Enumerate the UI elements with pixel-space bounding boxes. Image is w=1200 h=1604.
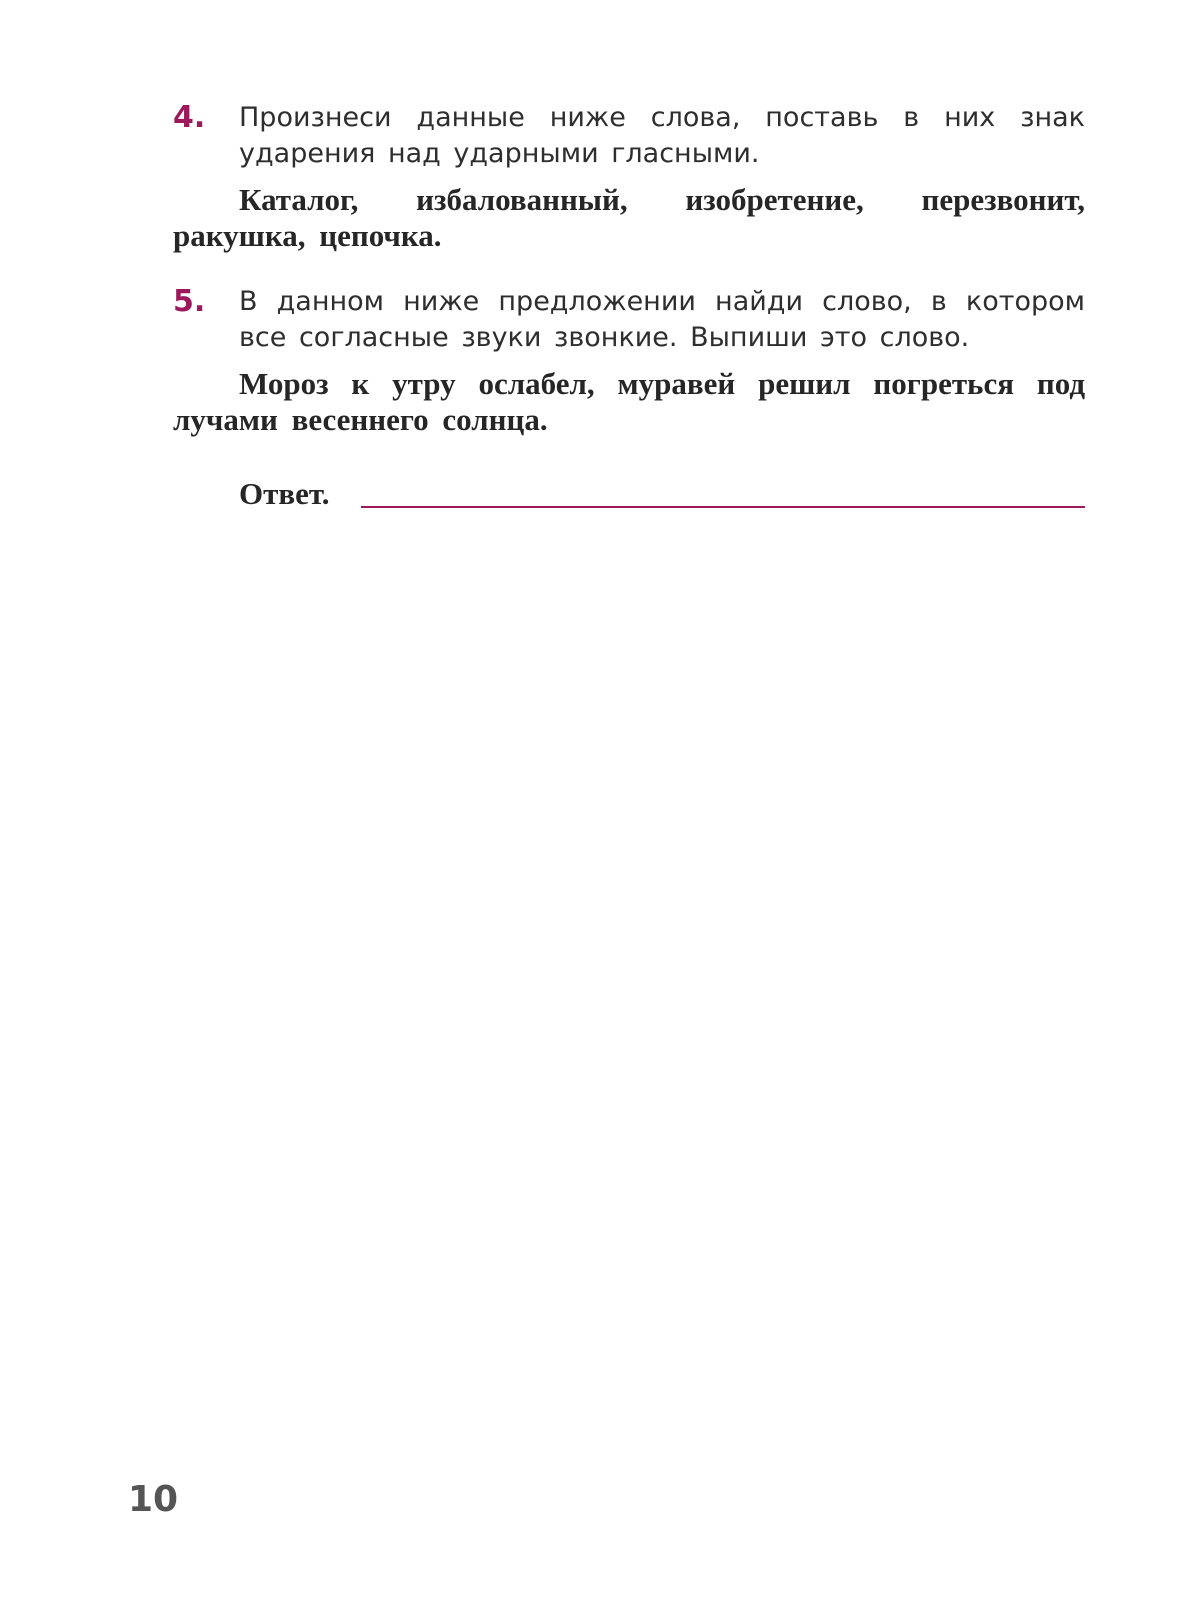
page-number: 10 xyxy=(128,1479,179,1520)
task-sentence: Мороз к утру ослабел, муравей решил погреться под лучами весеннего солнца. xyxy=(173,366,1085,437)
answer-line[interactable] xyxy=(361,506,1085,508)
task-words: Каталог, избалованный, изобретение, перезвонит, ракушка, цепочка. xyxy=(173,182,1085,253)
task-instruction: В данном ниже предложении найди слово, в котором все согласные звуки звонкие. Выпиши это слово. xyxy=(239,286,1085,353)
task-number: 5. xyxy=(173,284,206,319)
task-4 xyxy=(173,100,1085,254)
answer-label: Ответ. xyxy=(239,476,330,511)
task-instruction: Произнеси данные ниже слова, поставь в них знак ударения над ударными гласными. xyxy=(239,102,1085,169)
task-number: 4. xyxy=(173,100,206,135)
task-5 xyxy=(173,284,1085,438)
answer-row xyxy=(239,476,1085,516)
